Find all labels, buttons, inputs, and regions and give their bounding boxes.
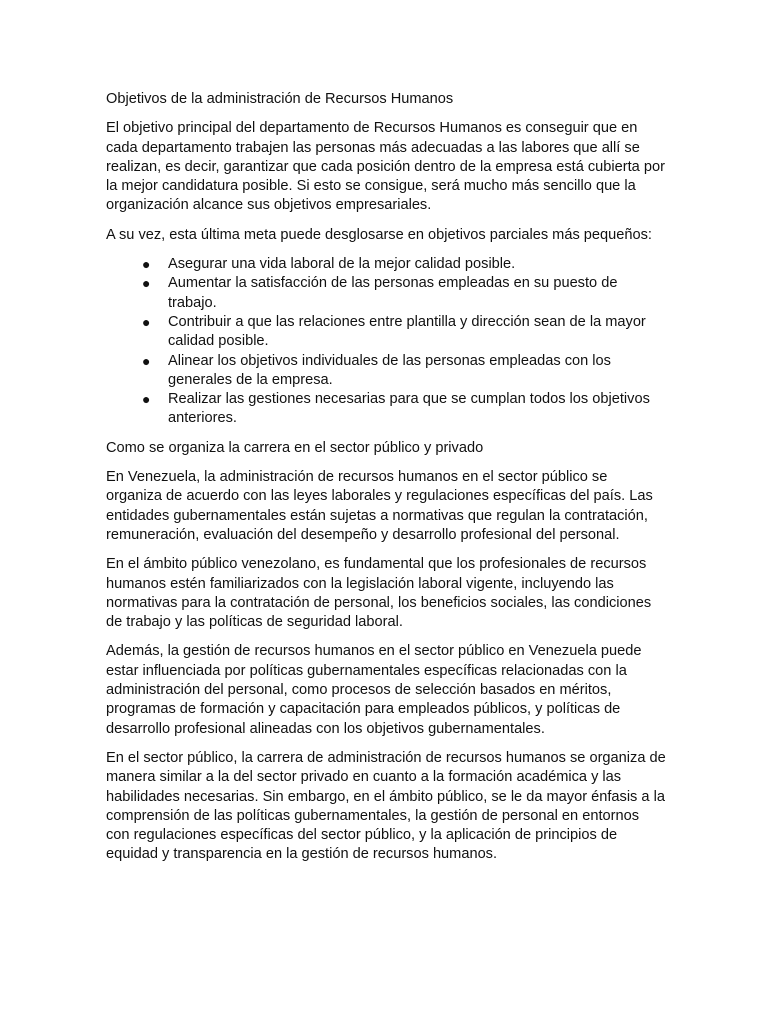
bullet-icon: ● [142, 391, 151, 408]
document-page [106, 90, 666, 875]
bullet-icon: ● [142, 275, 151, 292]
list-item [106, 274, 666, 313]
section-heading-objectives: Objetivos de la administración de Recursos Humanos [106, 91, 454, 107]
list-item-text: Realizar las gestiones necesarias para que se cumplan todos los objetivos anteriores. [168, 391, 650, 427]
objectives-bullet-list [106, 255, 666, 429]
list-item-text: Alinear los objetivos individuales de las personas empleadas con los generales de la empresa. [168, 352, 611, 388]
paragraph-partial-objectives-intro: A su vez, esta última meta puede desglosarse en objetivos parciales más pequeños: [106, 226, 652, 243]
bullet-icon: ● [142, 256, 151, 273]
paragraph-public-scope: En el ámbito público venezolano, es fundamental que los profesionales de recursos humanos estén familiarizados con la legislación laboral vigente, incluyendo las normativas para la contratación de personal, los beneficios sociales, las condiciones de trabajo y las políticas de seguridad laboral. [106, 556, 652, 631]
paragraph-main-objective: El objetivo principal del departamento de Recursos Humanos es conseguir que en cada departamento trabajen las personas más adecuadas a las labores que allí se realizan, es decir, garantizar que cada posición dentro de la empresa está cubierta por la mejor candidatura posible. Si esto se consigue, será mucho más sencillo que la organización alcance sus objetivos empresariales. [106, 120, 665, 214]
paragraph-venezuela-public-sector: En Venezuela, la administración de recursos humanos en el sector público se organiza de acuerdo con las leyes laborales y regulaciones específicas del país. Las entidades gubernamentales están sujetas a normativas que regulan la contratación, remuneración, evaluación del desempeño y desarrollo profesional del personal. [106, 469, 653, 543]
paragraph-government-policies: Además, la gestión de recursos humanos en el sector público en Venezuela puede estar influenciada por políticas gubernamentales específicas relacionadas con la administración del personal, como procesos de selección basados en méritos, programas de formación y capacitación para empleados públicos, y políticas de desarrollo profesional alineadas con los objetivos gubernamentales. [106, 643, 642, 737]
bullet-icon: ● [142, 352, 151, 369]
list-item [106, 390, 666, 429]
list-item-text: Aumentar la satisfacción de las personas empleadas en su puesto de trabajo. [168, 275, 618, 311]
list-item [106, 255, 666, 274]
section-heading-career: Como se organiza la carrera en el sector público y privado [106, 439, 484, 456]
list-item-text: Asegurar una vida laboral de la mejor calidad posible. [168, 256, 516, 273]
list-item [106, 352, 666, 391]
paragraph-public-career: En el sector público, la carrera de administración de recursos humanos se organiza de manera similar a la del sector privado en cuanto a la formación académica y las habilidades necesarias. Sin embargo, en el ámbito público, se le da mayor énfasis a la comprensión de las políticas gubernamentales, la gestión de personal en entornos con regulaciones específicas del sector público, y la aplicación de principios de equidad y transparencia en la gestión de recursos humanos. [106, 749, 666, 863]
list-item [106, 313, 666, 352]
list-item-text: Contribuir a que las relaciones entre plantilla y dirección sean de la mayor calidad posible. [168, 313, 646, 350]
bullet-icon: ● [142, 313, 151, 330]
